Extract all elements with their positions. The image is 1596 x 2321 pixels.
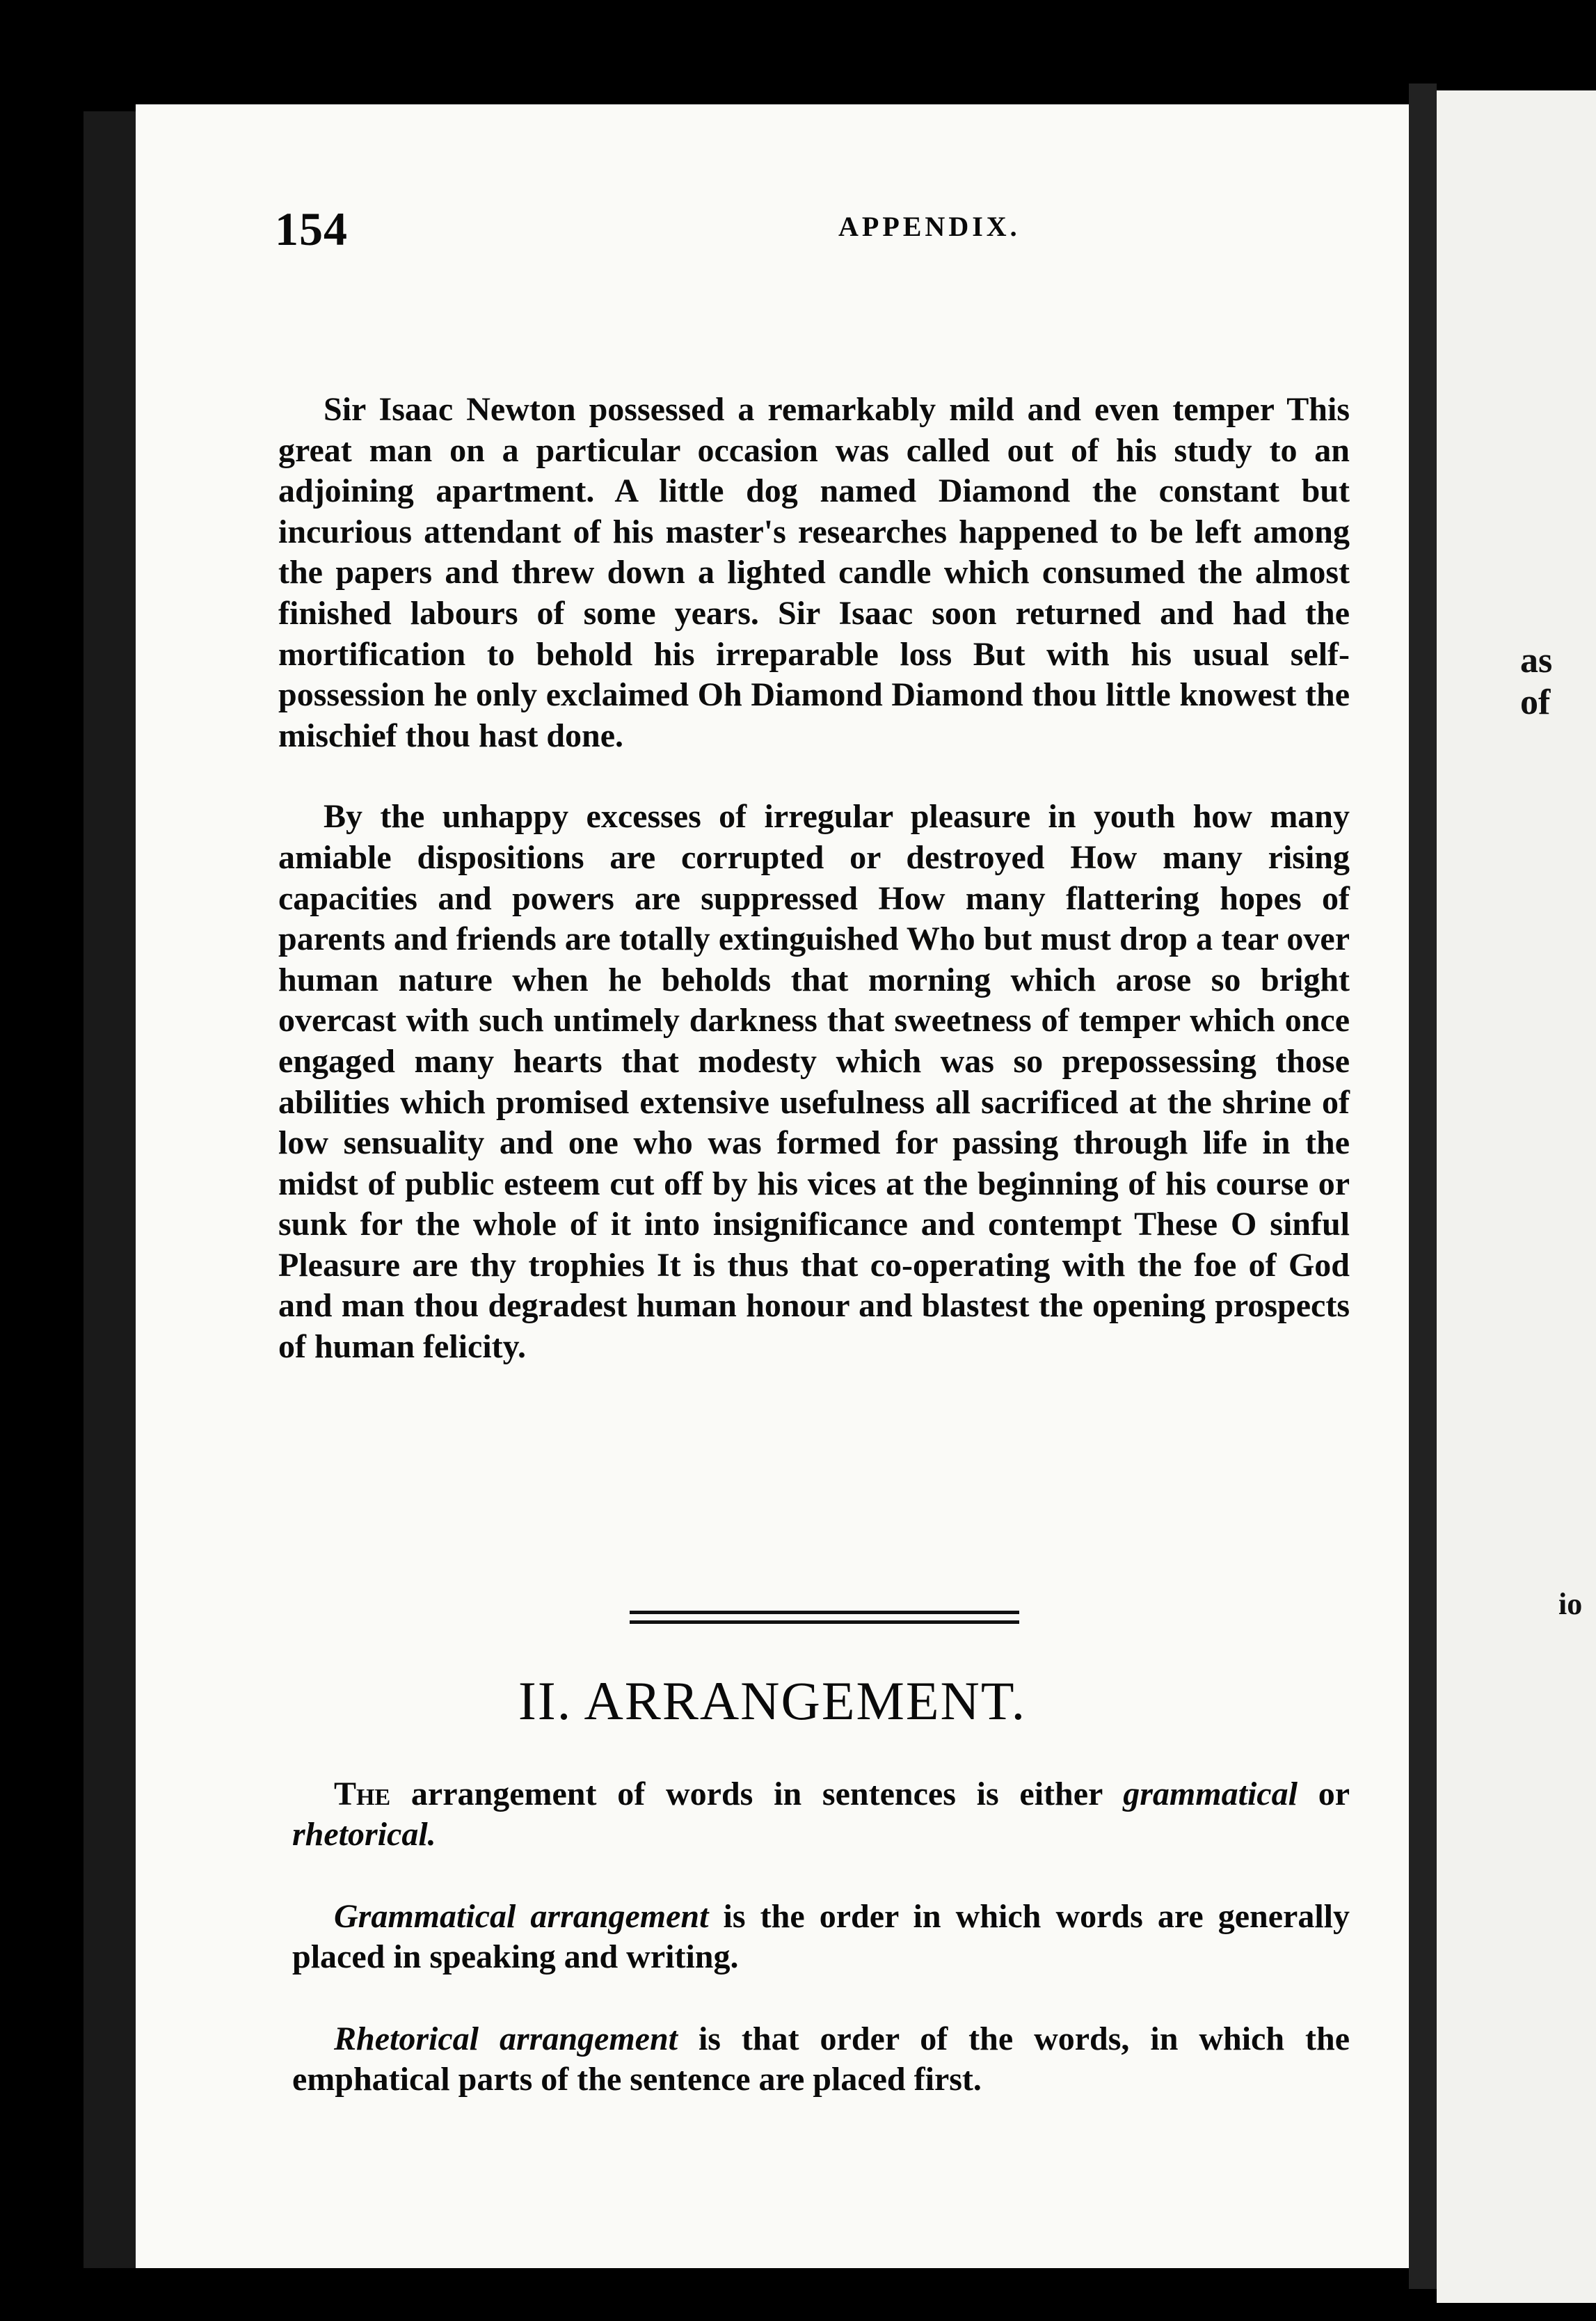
- adjacent-page-fragment: io: [1558, 1587, 1583, 1621]
- running-head: APPENDIX.: [838, 211, 1021, 242]
- page-number: 154: [275, 202, 348, 255]
- arrangement-text: [292, 1774, 1350, 2100]
- page-gutter-shadow: [1409, 83, 1437, 2289]
- paragraph-arrangement-intro: [292, 1774, 1350, 1855]
- intro-or: or: [1297, 1776, 1350, 1812]
- adjacent-page-edge: [1437, 90, 1596, 2303]
- double-rule-divider: [630, 1611, 1019, 1630]
- adjacent-page-fragment: as: [1520, 641, 1553, 680]
- paragraph-newton: Sir Isaac Newton possessed a remarkably mild and even temper This great man on a particular occasion was called out of his study to an adjoining apartment. A little dog named Diamond the constant but incurious attendant of his master's researches happened to be left among the papers and threw down a lighted candle which consumed the almost finished labours of some years. Sir Isaac soon returned and had the mortification to behold his irreparable loss But with his usual self-possession he only exclaimed Oh Diamond Diamond thou little knowest the mischief thou hast done.: [278, 391, 1350, 754]
- adjacent-page-fragment: of: [1520, 683, 1551, 722]
- rhetorical-definition: is that order of the words, in which the emphatical parts of the sentence are placed first.: [292, 2020, 1350, 2098]
- book-page: [136, 104, 1409, 2268]
- body-text: [278, 390, 1350, 1368]
- grammatical-term: Grammatical arrangement: [334, 1898, 709, 1935]
- intro-lead-word: The: [334, 1776, 391, 1812]
- intro-text: arrangement of words in sentences is either: [390, 1776, 1124, 1812]
- rule-line: [630, 1620, 1019, 1624]
- term-rhetorical: rhetorical.: [292, 1816, 436, 1853]
- page-header: [275, 195, 1332, 264]
- term-grammatical: grammatical: [1123, 1776, 1298, 1812]
- rule-line: [630, 1611, 1019, 1614]
- rhetorical-term: Rhetorical arrangement: [334, 2020, 678, 2057]
- section-heading-text: II. ARRANGEMENT.: [518, 1670, 1027, 1731]
- paragraph-rhetorical-def: [292, 2019, 1350, 2100]
- section-heading: [136, 1670, 1409, 1732]
- paragraph-grammatical-def: [292, 1897, 1350, 1977]
- grammatical-definition: is the order in which words are generally placed in speaking and writing.: [292, 1898, 1350, 1975]
- paragraph-pleasure: By the unhappy excesses of irregular pleasure in youth how many amiable dispositions are corrupted or destroyed How many rising capacities and powers are suppressed How many flattering hopes of parents and friends are totally extinguished Who but must drop a tear over human nature when he beholds that morning which arose so bright overcast with such untimely darkness that sweetness of temper which once engaged many hearts that modesty which was so prepossessing those abilities which promised extensive usefulness all sacrificed at the shrine of low sensuality and one who was formed for passing through life in the midst of public esteem cut off by his vices at the beginning of his course or sunk for the whole of it into insignificance and contempt These O sinful Pleasure are thy trophies It is thus that co-operating with the foe of God and man thou degradest human honour and blastest the opening prospects of human felicity.: [278, 798, 1350, 1366]
